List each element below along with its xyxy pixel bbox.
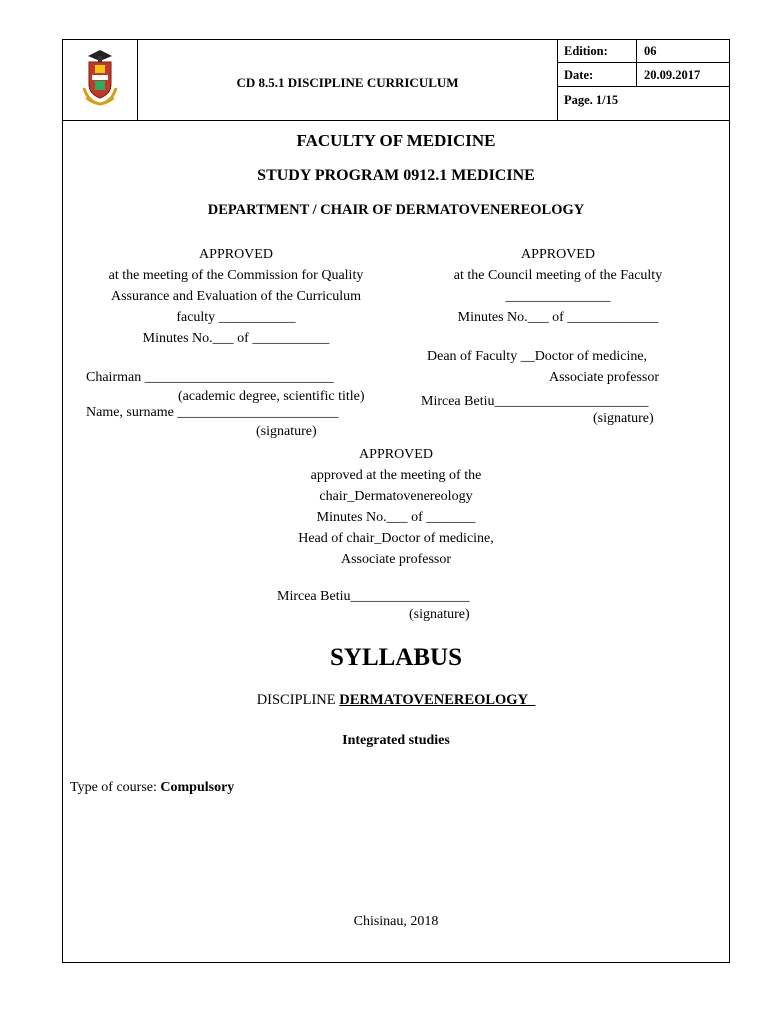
chairman-line: Chairman ___________________________ — [86, 370, 334, 385]
city-year: Chisinau, 2018 — [353, 914, 439, 929]
document-title: CD 8.5.1 DISCIPLINE CURRICULUM — [138, 39, 558, 121]
date-value: 20.09.2017 — [644, 68, 701, 82]
approval-left-line2: Assurance and Evaluation of the Curriculum — [111, 289, 361, 304]
department-heading: DEPARTMENT / CHAIR OF DERMATOVENEREOLOGY — [207, 202, 585, 218]
integrated-studies: Integrated studies — [342, 733, 450, 748]
document-header — [62, 39, 730, 121]
discipline-name: DERMATOVENEREOLOGY_ — [339, 692, 536, 708]
date-label: Date: — [564, 68, 594, 82]
discipline-line — [62, 692, 730, 709]
approval-chair-line3: Minutes No.___ of _______ — [316, 510, 476, 525]
edition-value: 06 — [644, 44, 657, 58]
approval-chair-line2: chair_Dermatovenereology — [319, 489, 473, 504]
university-crest-icon — [80, 48, 120, 110]
logo-cell — [62, 39, 138, 121]
dean-signer: Mircea Betiu______________________ — [421, 394, 649, 409]
syllabus-title: SYLLABUS — [330, 644, 462, 671]
approval-right-line1: at the Council meeting of the Faculty — [453, 268, 663, 283]
page-row — [558, 87, 730, 121]
edition-row — [558, 39, 730, 63]
program-heading: STUDY PROGRAM 0912.1 MEDICINE — [257, 167, 535, 184]
approval-chair-line1: approved at the meeting of the — [310, 468, 482, 483]
course-type — [70, 780, 234, 796]
approval-left — [66, 244, 406, 349]
course-value: Compulsory — [160, 780, 235, 795]
chair-signature-note: (signature) — [409, 607, 470, 622]
approval-chair-line5: Associate professor — [340, 552, 452, 567]
approval-right — [420, 244, 696, 328]
course-label: Type of course: — [70, 780, 161, 795]
approval-right-title: APPROVED — [521, 247, 595, 262]
dean-signature-note: (signature) — [593, 411, 654, 426]
edition-label: Edition: — [564, 44, 608, 58]
approval-left-title: APPROVED — [199, 247, 273, 262]
dean-line1: Dean of Faculty __Doctor of medicine, — [427, 349, 648, 364]
approval-chair-title: APPROVED — [359, 447, 433, 462]
approval-left-line1: at the meeting of the Commission for Quality — [108, 268, 364, 283]
approval-chair-line4: Head of chair_Doctor of medicine, — [298, 531, 494, 546]
faculty-heading: FACULTY OF MEDICINE — [296, 131, 496, 150]
name-surname-line: Name, surname _______________________ — [86, 405, 339, 420]
approval-left-line3: faculty ___________ — [176, 310, 296, 325]
discipline-label: DISCIPLINE — [256, 692, 340, 708]
chair-signer: Mircea Betiu_________________ — [277, 589, 470, 604]
chairman-note: (academic degree, scientific title) — [178, 389, 365, 404]
approval-left-line4: Minutes No.___ of ___________ — [142, 331, 330, 346]
document-meta — [558, 39, 730, 121]
page-label: Page. 1/15 — [564, 93, 619, 107]
dean-line2: Associate professor — [549, 370, 660, 385]
approval-right-line2: _______________ — [505, 289, 611, 304]
approval-chair — [62, 444, 730, 570]
approval-right-line3: Minutes No.___ of _____________ — [457, 310, 659, 325]
date-row — [558, 63, 730, 87]
name-signature-note: (signature) — [256, 424, 317, 439]
